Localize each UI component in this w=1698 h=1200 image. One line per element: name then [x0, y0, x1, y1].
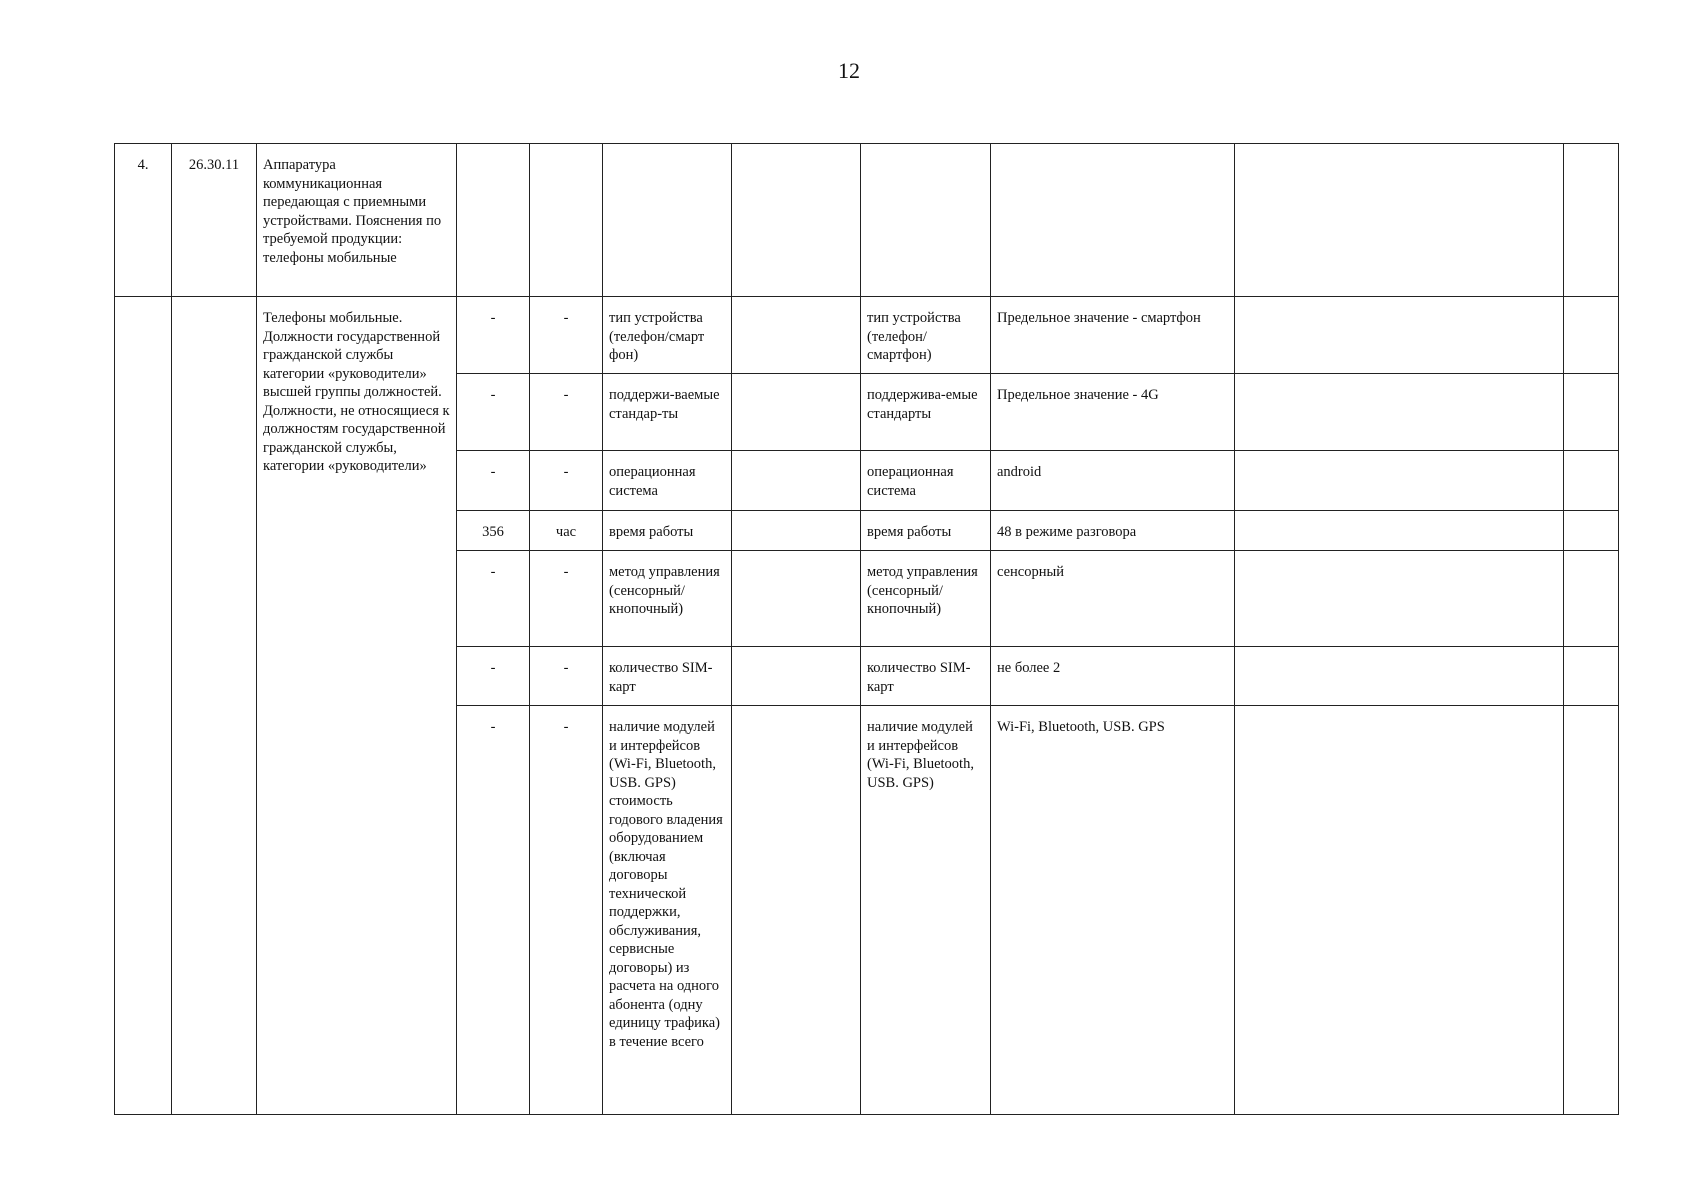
- characteristic-name: тип устройства (телефон/смарт фон): [603, 297, 732, 374]
- characteristic-unit: -: [530, 374, 603, 451]
- characteristic-code: 356: [457, 511, 530, 551]
- characteristic-value: сенсорный: [991, 551, 1235, 647]
- characteristic-name: операционная система: [603, 451, 732, 511]
- characteristic-name-2: операционная система: [861, 451, 991, 511]
- row-number: 4.: [115, 144, 172, 297]
- characteristic-name: метод управления (сенсорный/ кнопочный): [603, 551, 732, 647]
- requirements-table: [114, 143, 1619, 1115]
- characteristic-unit: -: [530, 297, 603, 374]
- characteristic-unit: час: [530, 511, 603, 551]
- characteristic-unit: -: [530, 647, 603, 706]
- characteristic-name: время работы: [603, 511, 732, 551]
- characteristic-code: -: [457, 706, 530, 1115]
- characteristic-code: -: [457, 551, 530, 647]
- characteristic-code: -: [457, 647, 530, 706]
- table-row-head: [115, 144, 1619, 297]
- characteristic-name-2: метод управления (сенсорный/ кнопочный): [861, 551, 991, 647]
- characteristic-name-2: тип устройства (телефон/ смартфон): [861, 297, 991, 374]
- characteristic-value: android: [991, 451, 1235, 511]
- characteristic-name: поддержи-ваемые стандар-ты: [603, 374, 732, 451]
- characteristic-code: -: [457, 374, 530, 451]
- product-name: Аппаратура коммуникационная передающая с приемными устройствами. Пояснения по требуемой продукции: телефоны мобильные: [257, 144, 457, 297]
- table-row: [115, 297, 1619, 374]
- okpd-code: 26.30.11: [172, 144, 257, 297]
- characteristic-value: Wi-Fi, Bluetooth, USB. GPS: [991, 706, 1235, 1115]
- characteristic-value: не более 2: [991, 647, 1235, 706]
- characteristic-name-2: поддержива-емые стандарты: [861, 374, 991, 451]
- characteristic-name-2: время работы: [861, 511, 991, 551]
- characteristic-value: Предельное значение - 4G: [991, 374, 1235, 451]
- group-description: Телефоны мобильные. Должности государственной гражданской службы категории «руководители» высшей группы должностей. Должности, не относящиеся к должностям государственной гражданской службы, категории «руководители»: [257, 297, 457, 1115]
- characteristic-code: -: [457, 297, 530, 374]
- characteristic-unit: -: [530, 706, 603, 1115]
- characteristic-unit: -: [530, 451, 603, 511]
- characteristic-name-2: количество SIM-карт: [861, 647, 991, 706]
- characteristic-name: наличие модулей и интерфейсов (Wi-Fi, Bluetooth, USB. GPS) стоимость годового владения оборудованием (включая договоры технической поддержки, обслуживания, сервисные договоры) из расчета на одного абонента (одну единицу трафика) в течение всего: [603, 706, 732, 1115]
- page-number: 12: [838, 58, 860, 83]
- characteristic-name-2: наличие модулей и интерфейсов (Wi-Fi, Bluetooth, USB. GPS): [861, 706, 991, 1115]
- characteristic-unit: -: [530, 551, 603, 647]
- characteristic-value: 48 в режиме разговора: [991, 511, 1235, 551]
- characteristic-code: -: [457, 451, 530, 511]
- characteristic-name: количество SIM-карт: [603, 647, 732, 706]
- characteristic-value: Предельное значение - смартфон: [991, 297, 1235, 374]
